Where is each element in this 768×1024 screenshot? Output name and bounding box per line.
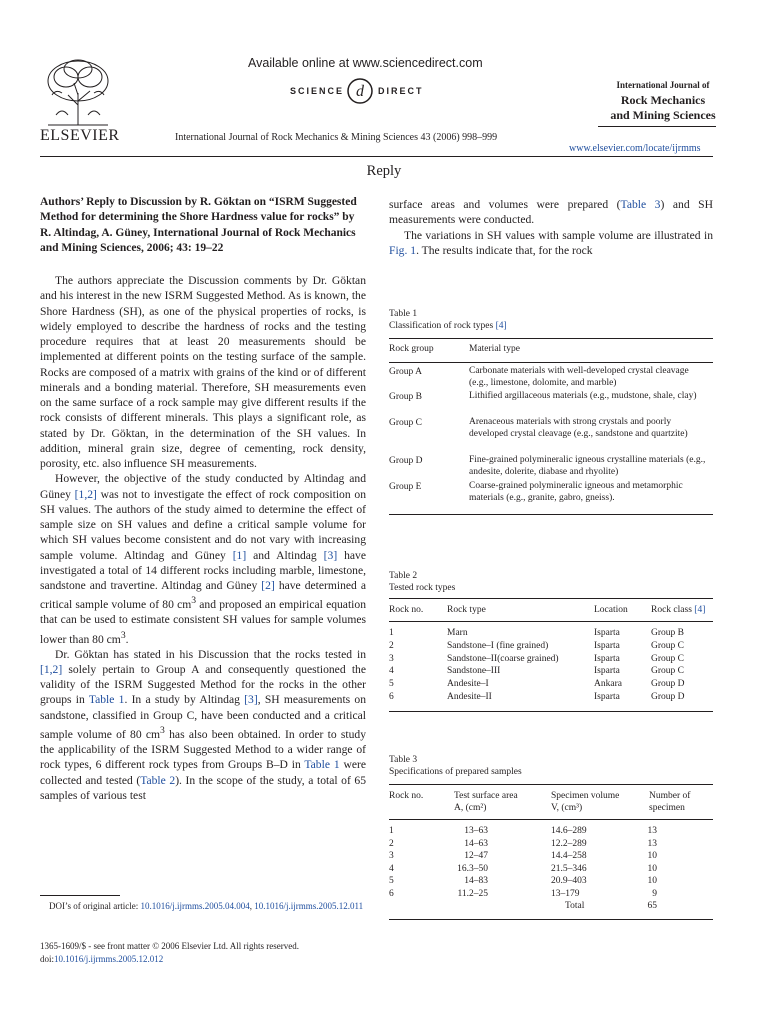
publisher-name: ELSEVIER	[40, 127, 120, 144]
table1-label: Table 1	[389, 309, 418, 319]
table2-cell: Group D	[651, 679, 685, 690]
table3-total-label: Total	[565, 901, 585, 911]
table2-cell: 6	[389, 692, 394, 702]
figure-link[interactable]: Fig. 1	[389, 243, 417, 257]
table1-cell-material: Coarse-grained polymineralic igneous and metamorphic materials (e.g., granite, gabro, gneiss).	[469, 481, 683, 503]
table2-header: Location	[594, 605, 628, 615]
table1-cell-material: Lithified argillaceous materials (e.g., mudstone, shale, clay)	[469, 391, 697, 401]
table2-cell: 1	[389, 628, 394, 638]
table3	[389, 0, 713, 1024]
table3-cell: 21.5–346	[551, 863, 587, 874]
table1-cell-group: Group A	[389, 367, 422, 377]
journal-citation: International Journal of Rock Mechanics & Mining Sciences 43 (2006) 998–999	[175, 132, 498, 143]
table2-cell: Group C	[651, 653, 684, 664]
table3-cell: 13–179	[551, 888, 580, 899]
table3-cell: 9	[652, 888, 657, 899]
table3-cell: 2	[389, 838, 394, 849]
table2-cell: Group B	[651, 628, 684, 638]
article-doi: doi:10.1016/j.ijrmms.2005.12.012	[40, 953, 164, 964]
table2-cell: Group D	[651, 692, 685, 702]
table2-cell: Andesite–II	[447, 692, 492, 702]
ref-link[interactable]: [3]	[323, 548, 338, 562]
paragraph-1: The authors appreciate the Discussion comments by Dr. Göktan and his interest in the new ISRM Suggested Method. As is known, the Shore Hardness (SH), as one of the physical properties of rocks, is widely employed to describe the hardness of rocks and the testing procedure requires that at least 20 measurements should be implemented at different points on the testing surface of the sample. Rocks are composed of a matrix with grains of the kind or of different minerals and a bonding material. Therefore, SH measurements even on the same surface of a rock sample may give different results if the rock consists of different minerals. This plays a significant role, as stated by Dr. Göktan, in the determination of the SH values. In addition, mineral grain size, degree of cementing, rock density, porosity, etc. also influence SH measurements.	[40, 274, 366, 470]
table3-cell: 11.2–25	[457, 888, 488, 899]
copyright-text: 1365-1609/$ - see front matter © 2006 Elsevier Ltd. All rights reserved.	[40, 941, 300, 951]
journal-url-link[interactable]: www.elsevier.com/locate/ijrmms	[569, 143, 701, 154]
table3-cell: 1	[389, 826, 394, 836]
table3-header: Specimen volume	[551, 791, 620, 801]
table2-header: Rock no.	[389, 605, 424, 615]
table1-cell-group: Group E	[389, 482, 422, 492]
journal-title-line1: Rock Mechanics	[620, 93, 706, 107]
journal-title-line2: and Mining Sciences	[610, 108, 716, 122]
paragraph-r1: surface areas and volumes were prepared (Table 3) and SH measurements were conducted.	[389, 198, 714, 227]
sciencedirect-logo-left: SCIENCE	[290, 86, 345, 96]
ref-link[interactable]: [2]	[261, 579, 275, 592]
paragraph-2: However, the objective of the study conducted by Altindag and Güney [1,2] was not to investigate the effect of rock composition on SH values. The authors of the study aimed to determine the effect of sample size on SH values and define a critical sample volume for which SH values become consistent and do not vary with increasing sample volume. Altindag and Güney [1] and Altindag [3] have investigated a total of 14 different rocks including marble, limestone, sandstone and travertine. Altindag and Güney [2] have determined a critical sample volume of 80 $cm^3$ and proposed an empirical equation that can be used to estimate consistent SH values for sample volumes lower than 80 $cm^3$.	[40, 472, 366, 646]
table2-header: Rock class [4]	[651, 605, 706, 615]
footnote-rule	[40, 895, 120, 896]
table3-bottom-rule	[389, 919, 713, 920]
sciencedirect-logo-right: DIRECT	[378, 86, 424, 96]
ref-link[interactable]: [4]	[495, 321, 507, 331]
table3-cell: 4	[389, 863, 394, 874]
table2-cell: Sandstone–III	[447, 666, 501, 677]
table3-cell: 12–47	[464, 851, 488, 861]
table2-cell: 3	[389, 653, 394, 664]
table2-cell: Andesite–I	[447, 679, 489, 690]
doi-link[interactable]: 10.1016/j.ijrmms.2005.12.011	[254, 901, 364, 911]
table1-header: Rock group	[389, 344, 434, 354]
doi-link[interactable]: 10.1016/j.ijrmms.2005.12.012	[54, 953, 164, 964]
table2-cell: 5	[389, 679, 394, 690]
copyright-block	[40, 940, 299, 965]
table2-cell: Isparta	[594, 653, 620, 664]
paragraph-3: Dr. Göktan has stated in his Discussion that the rocks tested in [1,2] solely pertain to Group A and consequently questioned the validity of the ISRM Suggested Method for the rocks in the other groups in Table 1. In a study by Altindag [3], SH measurements on sandstone, classified in Group C, have been conducted and a critical sample volume of 80 $cm^3$ has also been obtained. In order to study the applicability of the ISRM Suggested Method to a wider range of rock types, 6 different rock types from Groups B–D in Table 1 were collected and tested (Table 2). In the scope of the study, a total of 65 samples of various test	[40, 647, 367, 802]
table2-cell: Sandstone–II(coarse grained)	[447, 653, 559, 664]
table3-header: Number of	[649, 791, 691, 801]
section-title: Reply	[366, 163, 402, 179]
table3-cell: 3	[389, 851, 394, 861]
table2-cell: Group C	[651, 666, 684, 677]
table3-cell: 14–83	[464, 876, 488, 886]
table1-header: Material type	[469, 344, 520, 354]
table3-total-value: 65	[647, 901, 657, 911]
table3-cell: 13	[647, 826, 657, 836]
table3-header: V, (cm³)	[551, 803, 583, 813]
table1-cell-material: Arenaceous materials with strong crystals and poorly developed crystal cleavage (e.g., sandstone and quartzite)	[469, 417, 688, 439]
table3-cell: 12.2–289	[551, 838, 587, 849]
doi-link[interactable]: 10.1016/j.ijrmms.2005.04.004	[140, 901, 250, 911]
table3-cell: 6	[389, 888, 394, 899]
table-link[interactable]: Table 2	[140, 773, 176, 787]
table2-cell: Isparta	[594, 692, 620, 702]
table3-label: Table 3	[389, 755, 418, 765]
table2-cell: Group C	[651, 640, 684, 651]
table2-cell: 2	[389, 640, 394, 651]
table3-cell: 16.3–50	[457, 863, 488, 874]
table3-cell: 14.4–258	[551, 851, 587, 861]
available-online-text[interactable]: Available online at www.sciencedirect.com	[248, 56, 483, 70]
table3-cell: 13–63	[464, 826, 488, 836]
sciencedirect-mark: d	[356, 83, 364, 100]
paragraph-r2: The variations in SH values with sample volume are illustrated in Fig. 1. The results indicate that, for the rock	[389, 228, 713, 257]
journal-title-small: International Journal of	[616, 80, 710, 90]
table3-header: specimen	[649, 803, 685, 813]
table3-header: A, (cm²)	[454, 803, 487, 813]
elsevier-tree-logo	[38, 55, 118, 127]
table3-cell: 13	[647, 838, 657, 849]
table3-cell: 10	[647, 876, 657, 886]
table3-title: Specifications of prepared samples	[389, 767, 522, 777]
ref-link[interactable]: [1,2]	[40, 662, 63, 676]
table-link[interactable]: Table 3	[620, 198, 661, 211]
table2-cell: Marn	[447, 628, 468, 638]
ref-link[interactable]: [1]	[232, 548, 247, 562]
table2-cell: Isparta	[594, 640, 620, 651]
table3-cell: 10	[647, 851, 657, 861]
article-title: Authors’ Reply to Discussion by R. Göktan on “ISRM Suggested Method for determining the Shore Hardness value for rocks” by R. Altindag, A. Güney, International Journal of Rock Mechanics and Mining Sciences, 2006; 43: 19–22	[40, 196, 357, 254]
ref-link[interactable]: [3]	[244, 693, 258, 707]
table3-header-rule	[389, 819, 713, 820]
table2-cell: Ankara	[594, 679, 622, 690]
table2-cell: 4	[389, 666, 394, 677]
ref-link[interactable]: [1,2]	[74, 487, 97, 501]
table1-cell-group: Group B	[389, 392, 422, 402]
table1-cell-group: Group D	[389, 456, 423, 466]
table2-label: Table 2	[389, 571, 418, 581]
table1-title: Classification of rock types [4]	[389, 321, 507, 331]
table1-cell-material: Carbonate materials with well-developed crystal cleavage (e.g., limestone, dolomite, and marble)	[469, 366, 689, 388]
table3-cell: 5	[389, 876, 394, 886]
table3-header: Rock no.	[389, 791, 424, 801]
table3-cell: 14–63	[464, 838, 488, 849]
table1-cell-group: Group C	[389, 418, 422, 428]
left-column	[40, 273, 366, 803]
table3-header: Test surface area	[454, 791, 518, 801]
table3-cell: 10	[647, 863, 657, 874]
table1-cell-material: Fine-grained polymineralic igneous crystalline materials (e.g., andesite, dolerite, diabase and rhyolite)	[469, 455, 706, 477]
table3-cell: 14.6–289	[551, 826, 587, 836]
sciencedirect-logo-icon	[346, 77, 374, 105]
table2-cell: Sandstone–I (fine grained)	[447, 640, 549, 651]
ref-link[interactable]: [4]	[694, 605, 706, 615]
table-link[interactable]: Table 1	[88, 693, 125, 707]
table2-cell: Isparta	[594, 628, 620, 638]
table-link[interactable]: Table 1	[304, 758, 340, 772]
table2-header: Rock type	[447, 605, 486, 615]
doi-footnote: DOI’s of original article: 10.1016/j.ijrmms.2005.04.004, 10.1016/j.ijrmms.2005.12.011	[49, 901, 364, 911]
table2-title: Tested rock types	[389, 583, 456, 593]
table3-cell: 20.9–403	[551, 876, 587, 886]
table2-cell: Isparta	[594, 666, 620, 677]
